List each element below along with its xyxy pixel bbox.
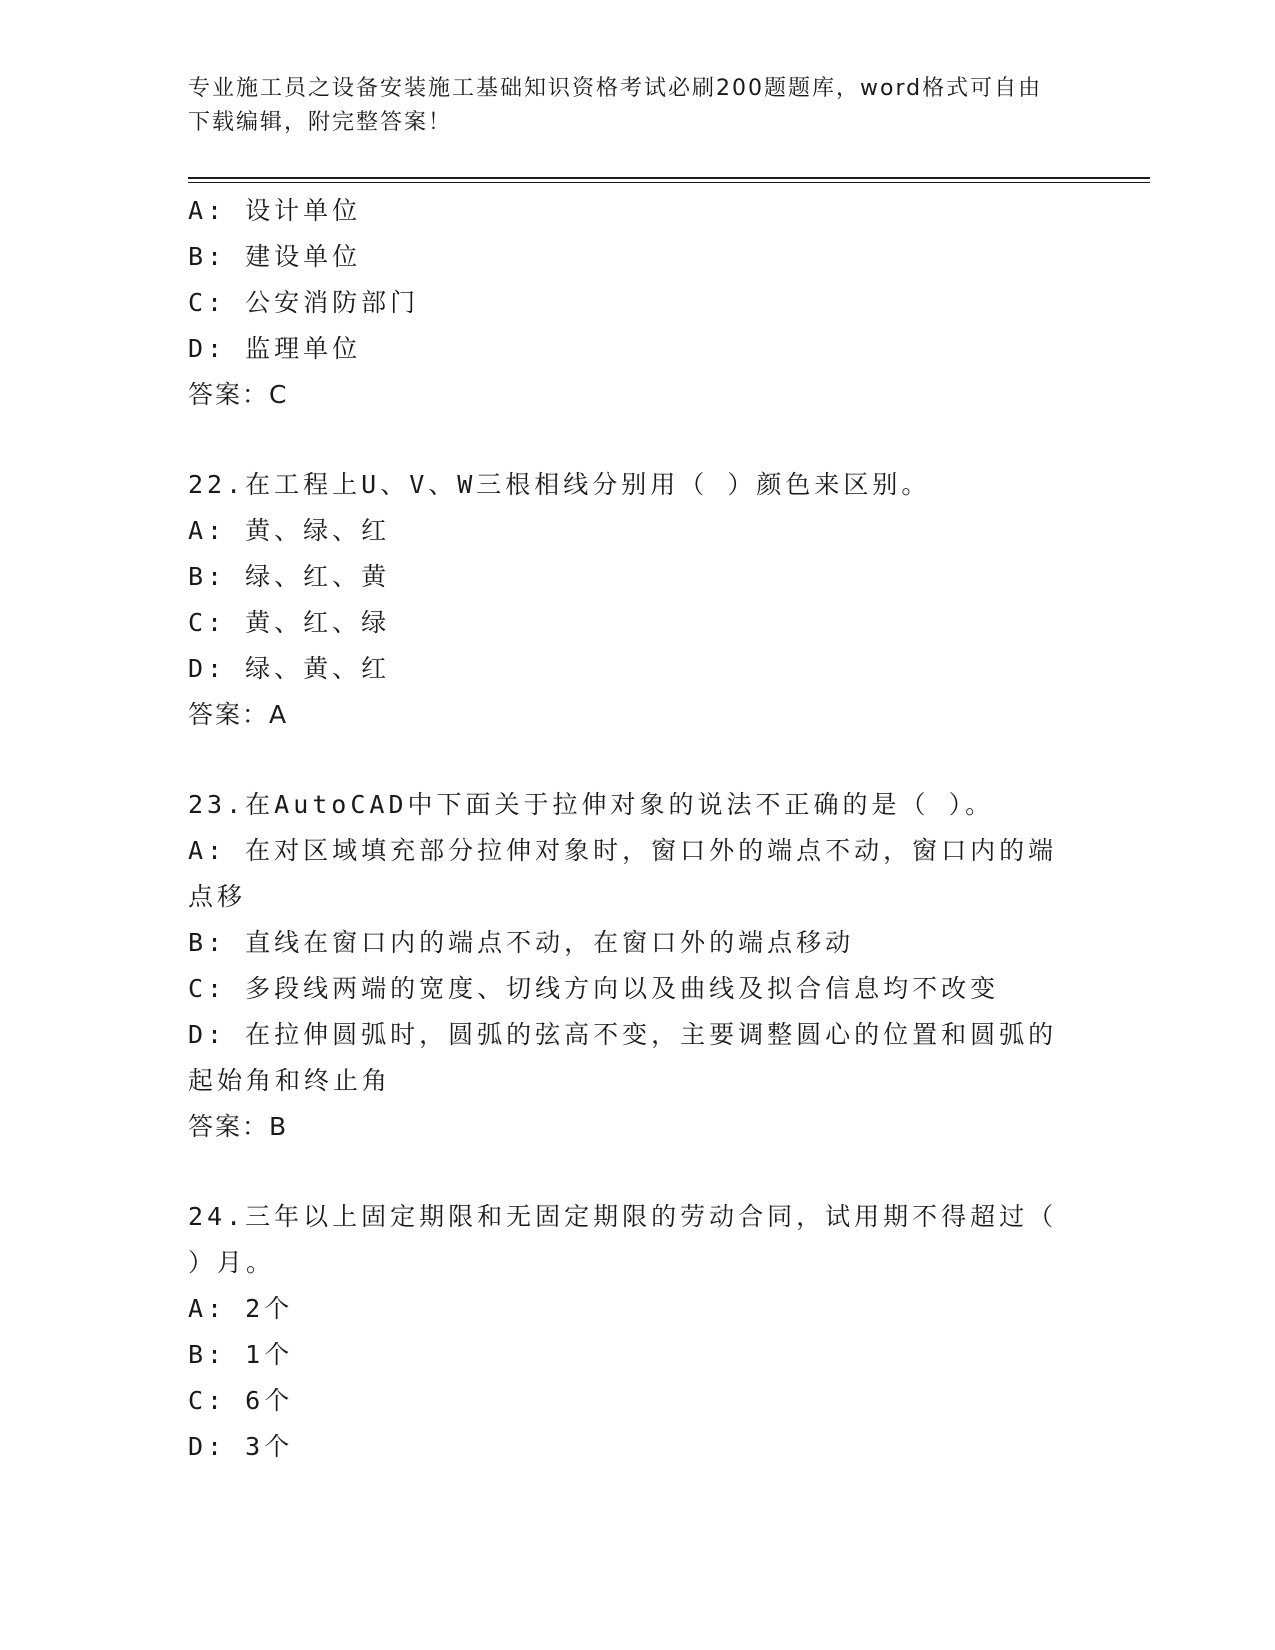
option-b: B: 1个 — [188, 1340, 294, 1369]
option-a: A: 黄、绿、红 — [188, 516, 391, 545]
question-stem: 23.在AutoCAD中下面关于拉伸对象的说法不正确的是（ ）。 — [188, 790, 995, 819]
option-d: D: 监理单位 — [188, 334, 362, 363]
option-b: B: 绿、红、黄 — [188, 562, 391, 591]
header-title-line2: 下载编辑，附完整答案！ — [188, 110, 453, 135]
option-a: A: 在对区域填充部分拉伸对象时，窗口外的端点不动，窗口内的端点移 — [188, 836, 1058, 911]
question-spacer — [188, 1150, 1088, 1194]
header-divider-thin — [188, 182, 1150, 183]
option-a: A: 设计单位 — [188, 196, 362, 225]
option-d: D: 绿、黄、红 — [188, 654, 391, 683]
option-c: C: 公安消防部门 — [188, 288, 420, 317]
option-b: B: 直线在窗口内的端点不动，在窗口外的端点移动 — [188, 928, 855, 957]
question-spacer — [188, 738, 1088, 782]
option-a: A: 2个 — [188, 1294, 294, 1323]
option-c: C: 黄、红、绿 — [188, 608, 391, 637]
question-stem: 22.在工程上U、V、W三根相线分别用（ ）颜色来区别。 — [188, 470, 931, 499]
option-d: D: 3个 — [188, 1432, 294, 1461]
document-header — [188, 72, 1088, 140]
question-24 — [188, 1194, 1088, 1470]
answer-line: 答案：C — [188, 380, 289, 409]
header-title-line1: 专业施工员之设备安装施工基础知识资格考试必刷200题题库，word格式可自由 — [188, 76, 1043, 101]
option-c: C: 多段线两端的宽度、切线方向以及曲线及拟合信息均不改变 — [188, 974, 1000, 1003]
question-spacer — [188, 418, 1088, 462]
option-c: C: 6个 — [188, 1386, 294, 1415]
header-divider-thick — [188, 177, 1150, 179]
option-d: D: 在拉伸圆弧时，圆弧的弦高不变，主要调整圆心的位置和圆弧的起始角和终止角 — [188, 1020, 1058, 1095]
option-b: B: 建设单位 — [188, 242, 362, 271]
answer-line: 答案：B — [188, 1112, 289, 1141]
question-list — [188, 188, 1088, 1470]
answer-line: 答案：A — [188, 700, 289, 729]
question-stem: 24.三年以上固定期限和无固定期限的劳动合同，试用期不得超过（ ）月。 — [188, 1202, 1077, 1277]
question-21 — [188, 188, 1088, 418]
question-22 — [188, 462, 1088, 738]
question-23 — [188, 782, 1088, 1150]
